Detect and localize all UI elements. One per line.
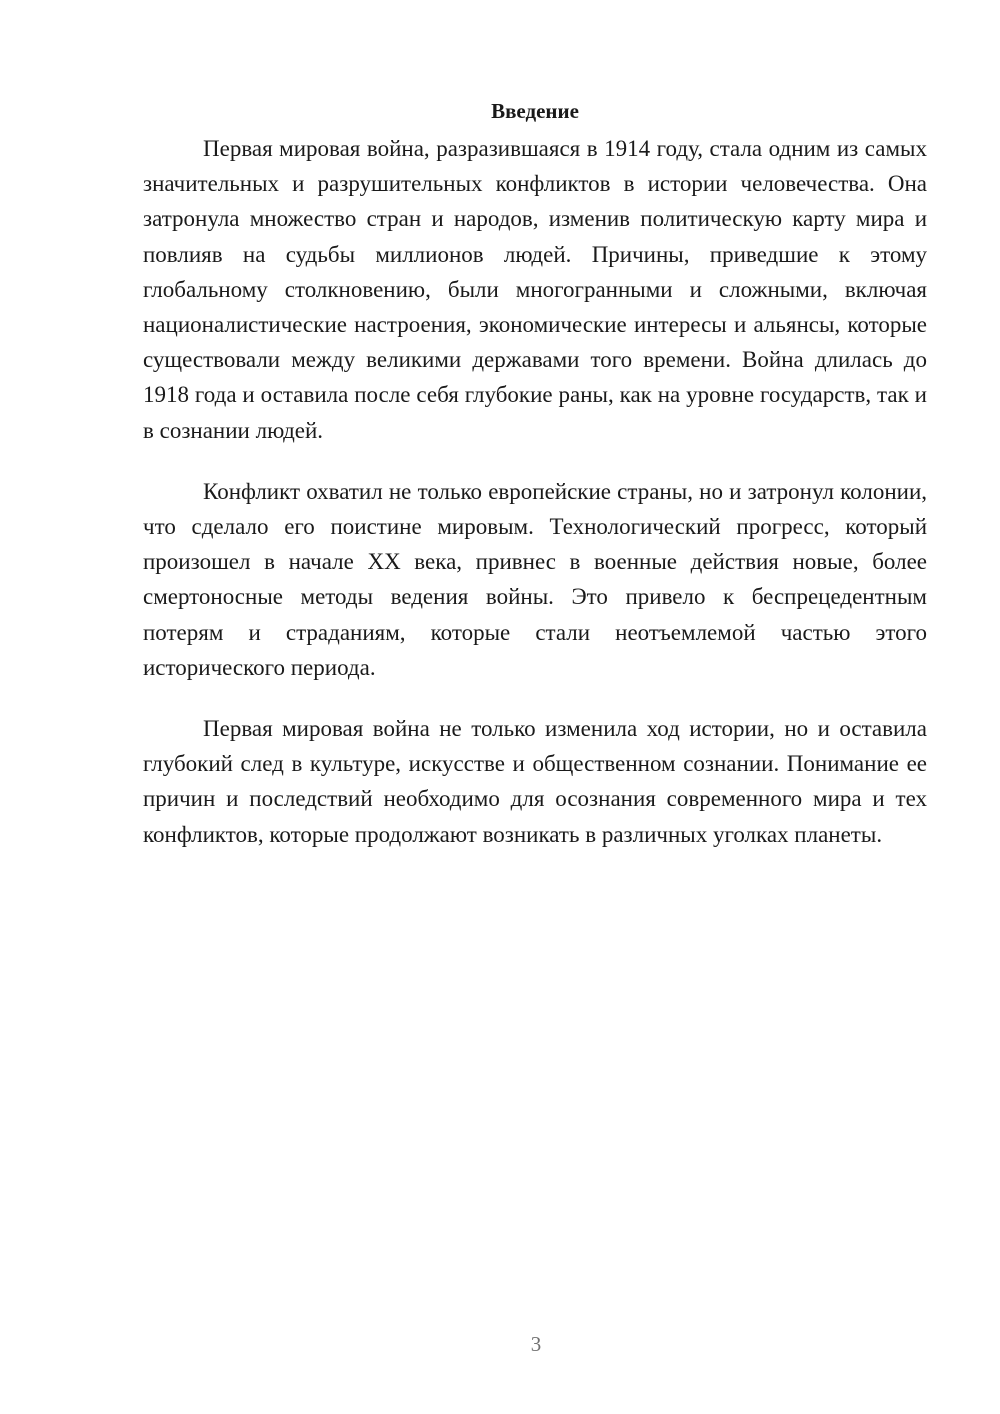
page-content (143, 95, 927, 878)
paragraph-1: Первая мировая война, разразившаяся в 1914 году, стала одним из самых значительных и разрушительных конфликтов в истории человечества. Она затронула множество стран и народов, изменив политическую карту мира и повлияв на судьбы миллионов людей. Причины, приведшие к этому глобальному столкновению, были многогранными и сложными, включая националистические настроения, экономические интересы и альянсы, которые существовали между великими державами того времени. Война длилась до 1918 года и оставила после себя глубокие раны, как на уровне государств, так и в сознании людей. (143, 136, 927, 443)
section-heading: Введение (491, 99, 579, 123)
paragraph-3: Первая мировая война не только изменила ход истории, но и оставила глубокий след в культуре, искусстве и общественном сознании. Понимание ее причин и последствий необходимо для осознания современного мира и тех конфликтов, которые продолжают возникать в различных уголках планеты. (143, 716, 927, 847)
page-number: 3 (530, 1332, 542, 1356)
paragraph-2: Конфликт охватил не только европейские страны, но и затронул колонии, что сделало его поистине мировым. Технологический прогресс, который произошел в начале XX века, привнес в военные действия новые, более смертоносные методы ведения войны. Это привело к беспрецедентным потерям и страданиям, которые стали неотъемлемой частью этого исторического периода. (143, 478, 927, 680)
